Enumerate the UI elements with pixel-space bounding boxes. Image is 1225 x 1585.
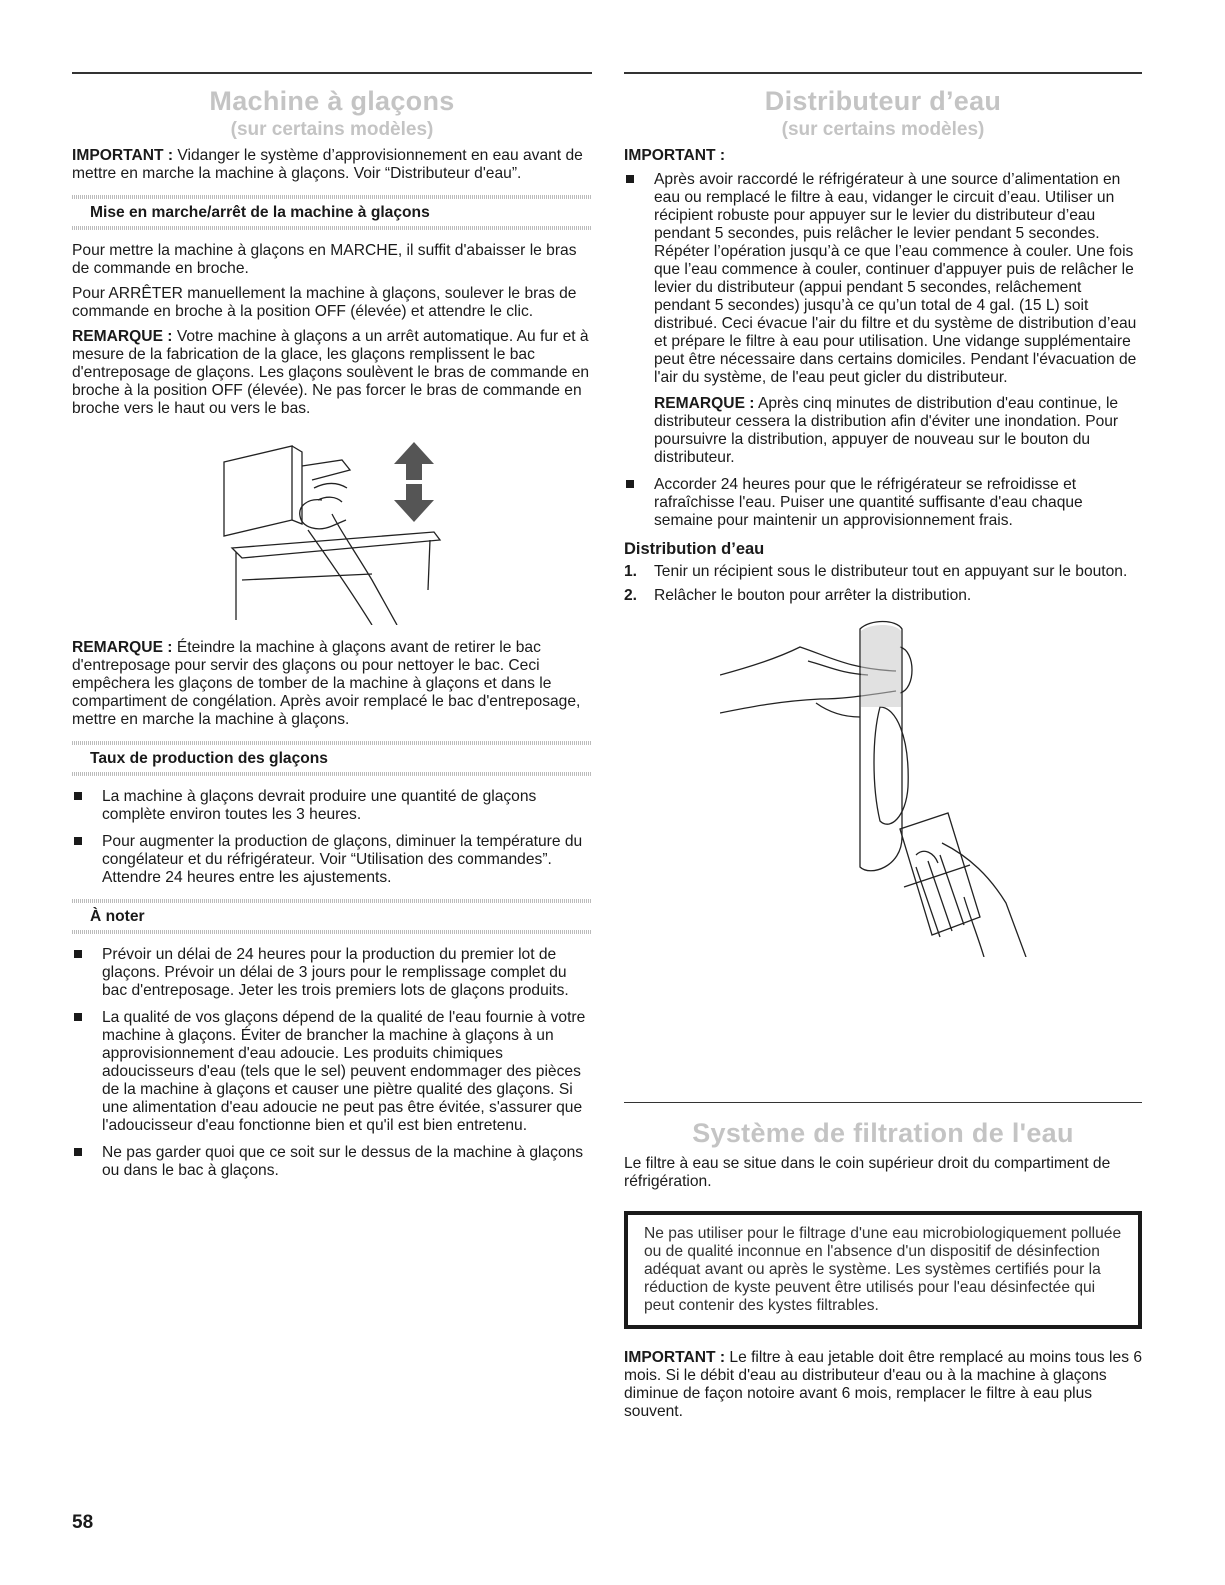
step-number: 2.	[624, 587, 638, 604]
note2-bold: REMARQUE :	[72, 639, 173, 656]
remark-paragraph	[654, 395, 1142, 467]
list-item: Accorder 24 heures pour que le réfrigérateur se refroidisse et rafraîchisse l'eau. Puiser une quantité suffisante d'eau chaque semaine pour maintenir un approvisionnement frais.	[624, 476, 1142, 530]
top-rule-right	[624, 72, 1142, 74]
section-subtitle-water-dispenser: (sur certains modèles)	[781, 119, 985, 140]
rate-list	[72, 788, 592, 887]
section-subtitle-ice-maker: (sur certains modèles)	[230, 119, 434, 140]
dispenser-drawing	[720, 617, 1050, 957]
note1-text: Votre machine à glaçons a un arrêt automatique. Au fur et à mesure de la fabrication de la glace, les glaçons remplissent le bac d'entreposage de glaçons. Les glaçons soulèvent le bras de commande en broche à la position OFF (élevée). Ne pas forcer le bras de commande en broche vers le haut ou vers le bas.	[72, 328, 590, 417]
section-title-filtration: Système de filtration de l'eau	[692, 1118, 1074, 1148]
onoff-p2: Pour ARRÊTER manuellement la machine à glaçons, soulever le bras de commande en broche à la position OFF (élevée) et attendre le clic.	[72, 285, 577, 320]
up-down-arrow-icon	[394, 442, 434, 522]
final-bold: IMPORTANT :	[624, 1349, 726, 1366]
important-label: IMPORTANT :	[624, 147, 726, 164]
note2-text: Éteindre la machine à glaçons avant de retirer le bac d'entreposage pour servir des glaçons ou pour nettoyer le bac. Ceci empêchera les glaçons de tomber de la machine à glaçons et dans le compartiment de congélation. Après avoir remplacé le bac d'entreposage, mettre en marche la machine à glaçons.	[72, 639, 581, 728]
bullet-icon	[74, 1013, 82, 1021]
distribution-steps	[624, 563, 1142, 605]
left-column	[72, 86, 592, 1189]
ice-maker-drawing	[222, 440, 522, 625]
step-number: 1.	[624, 563, 638, 580]
section-title-water-dispenser: Distributeur d’eau	[764, 86, 1002, 116]
filter-intro: Le filtre à eau se situe dans le coin supérieur droit du compartiment de réfrigération.	[624, 1155, 1111, 1190]
notes-list	[72, 946, 592, 1180]
intro-bold: IMPORTANT :	[72, 147, 174, 164]
bullet-icon	[626, 480, 634, 488]
top-rule-left	[72, 72, 592, 74]
remark-text: Après cinq minutes de distribution d'eau continue, le distributeur cessera la distribution afin d'éviter une inondation. Pour poursuivre la distribution, appuyer de nouveau sur le bouton du distributeur.	[654, 395, 1119, 466]
ice-maker-illustration	[222, 440, 522, 625]
list-item: La machine à glaçons devrait produire une quantité de glaçons complète environ toutes les 3 heures.	[72, 788, 592, 824]
bullet-icon	[74, 1148, 82, 1156]
filtration-rule	[624, 1102, 1142, 1103]
onoff-heading: Mise en marche/arrêt de la machine à glaçons	[72, 195, 592, 230]
important-list	[624, 171, 1142, 530]
onoff-p1: Pour mettre la machine à glaçons en MARCHE, il suffit d'abaisser le bras de commande en broche.	[72, 242, 577, 277]
right-column	[624, 86, 1142, 957]
remark-bold: REMARQUE :	[654, 395, 755, 412]
bullet-icon	[74, 837, 82, 845]
note1-paragraph	[72, 328, 592, 418]
note2-paragraph	[72, 639, 592, 729]
water-dispenser-illustration	[720, 617, 1050, 957]
intro-paragraph	[72, 147, 592, 183]
step-item: 1. Tenir un récipient sous le distributeur tout en appuyant sur le bouton.	[624, 563, 1128, 580]
distribution-heading: Distribution d’eau	[624, 540, 765, 558]
list-item: Prévoir un délai de 24 heures pour la production du premier lot de glaçons. Prévoir un délai de 3 jours pour le remplissage complet du bac d'entreposage. Jeter les trois premiers lots de glaçons produits.	[72, 946, 592, 1000]
list-item: Pour augmenter la production de glaçons, diminuer la température du congélateur et du réfrigérateur. Voir “Utilisation des commandes”. Attendre 24 heures entre les ajustements.	[72, 833, 592, 887]
bullet-icon	[626, 175, 634, 183]
bullet-icon	[74, 792, 82, 800]
page-number: 58	[72, 1512, 94, 1533]
note1-bold: REMARQUE :	[72, 328, 173, 345]
warning-box	[624, 1211, 1142, 1329]
final-text: Le filtre à eau jetable doit être remplacé au moins tous les 6 mois. Si le débit d'eau au distributeur d'eau ou à la machine à glaçons diminue de façon notoire avant 6 mois, remplacer le filtre à eau plus souvent.	[624, 1349, 1142, 1420]
step-item: 2. Relâcher le bouton pour arrêter la distribution.	[624, 587, 972, 604]
notes-heading: À noter	[72, 899, 592, 934]
intro-text: Vidanger le système d’approvisionnement en eau avant de mettre en marche la machine à glaçons. Voir “Distributeur d'eau”.	[72, 147, 583, 182]
list-item: Après avoir raccordé le réfrigérateur à une source d’alimentation en eau ou remplacé le filtre à eau, vidanger le circuit d’eau. Utiliser un récipient robuste pour appuyer sur le levier du distributeur d’eau pendant 5 secondes, puis relâcher le levier pendant 5 secondes. Répéter l’opération jusqu’à ce que l’eau commence à couler. Une fois que l’eau commence à couler, continuer d'appuyer puis de relâcher le levier du distributeur (appui pendant 5 secondes, relâchement pendant 5 secondes) jusqu’à ce qu’un total de 4 gal. (15 L) soit distribué. Ceci évacue l'air du filtre et du système de distribution d’eau et prépare le filtre à eau pour utilisation. Une vidange supplémentaire peut être nécessaire dans certains domiciles. Pendant l'évacuation de l'air du système, de l'eau peut gicler du distributeur. REMARQUE : Après cinq minutes de distribution d'eau continue, le distributeur cessera la distribution afin d'éviter une inondation. Pour poursuivre la distribution, appuyer de nouveau sur le bouton du distributeur.	[624, 171, 1142, 467]
bullet-icon	[74, 950, 82, 958]
final-important-paragraph	[624, 1349, 1142, 1421]
warning-text: Ne pas utiliser pour le filtrage d'une eau microbiologiquement polluée ou de qualité inconnue en l'absence d'un dispositif de désinfection adéquat avant ou après le système. Les systèmes certifiés pour la réduction de kyste peuvent être utilisés pour l'eau désinfectée qui peut contenir des kystes filtrables.	[644, 1225, 1122, 1314]
list-item: Ne pas garder quoi que ce soit sur le dessus de la machine à glaçons ou dans le bac à glaçons.	[72, 1144, 592, 1180]
list-item: La qualité de vos glaçons dépend de la qualité de l'eau fournie à votre machine à glaçons. Éviter de brancher la machine à glaçons à un approvisionnement d'eau adoucie. Les produits chimiques adoucisseurs d'eau (tels que le sel) peuvent endommager des pièces de la machine à glaçons et causer une piètre qualité des glaçons. Si une alimentation d'eau adoucie ne peut pas être évitée, s'assurer que l'adoucisseur d'eau fonctionne bien et qu'il est bien entretenu.	[72, 1009, 592, 1135]
rate-heading: Taux de production des glaçons	[72, 741, 592, 776]
section-title-ice-maker: Machine à glaçons	[209, 86, 455, 116]
filtration-section	[624, 1118, 1142, 1428]
